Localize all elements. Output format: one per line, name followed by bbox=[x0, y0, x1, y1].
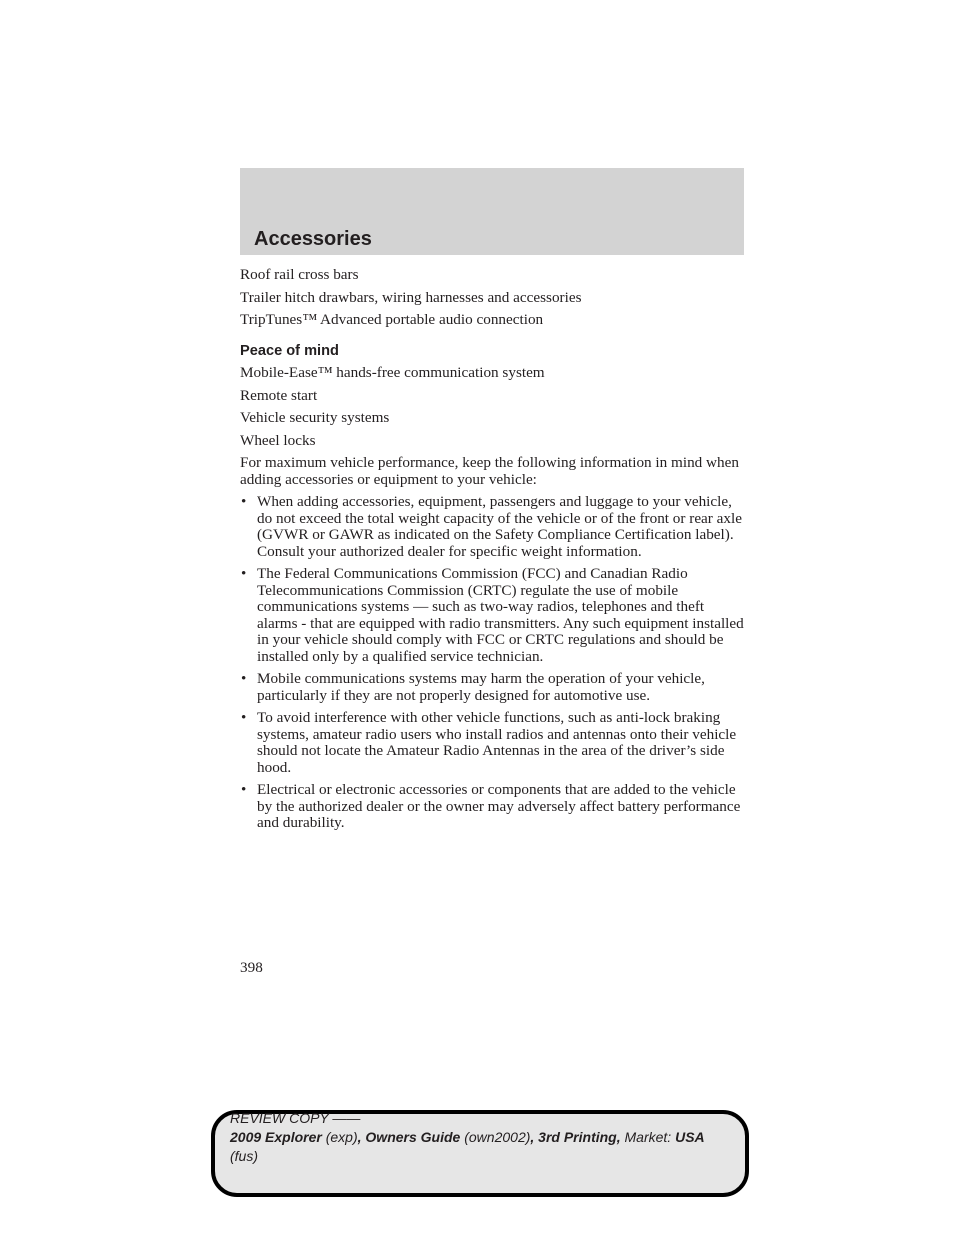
footer-guide-code: (own2002) bbox=[464, 1129, 531, 1145]
footer-market-label: Market: bbox=[624, 1129, 672, 1145]
page-number: 398 bbox=[240, 959, 263, 976]
intro-paragraph: For maximum vehicle performance, keep the following information in mind when adding accessories or equipment to your vehicle: bbox=[240, 454, 739, 488]
footer-model-code: (exp) bbox=[325, 1129, 358, 1145]
footer-model: 2009 Explorer bbox=[230, 1129, 322, 1145]
footer-separator: , bbox=[530, 1129, 539, 1145]
footer-printing: 3rd Printing, bbox=[538, 1129, 621, 1145]
bullet-icon: • bbox=[241, 670, 247, 687]
bullet-item bbox=[240, 566, 746, 665]
section-header-band bbox=[240, 168, 744, 255]
bullet-list bbox=[240, 494, 746, 832]
review-copy-label: REVIEW COPY —— bbox=[230, 1110, 361, 1126]
accessory-item: Remote start bbox=[240, 386, 318, 404]
bullet-text: To avoid interference with other vehicle functions, such as anti-lock braking systems, amateur radio users who install radios and antennas onto their vehicle should not locate the Amateur Radio Antennas in the area of the driver’s side hood. bbox=[257, 709, 737, 776]
footer-market: USA bbox=[675, 1129, 705, 1145]
footer-separator: , bbox=[357, 1129, 366, 1145]
bullet-item bbox=[240, 782, 746, 832]
bullet-icon: • bbox=[241, 493, 247, 510]
footer-market-code: (fus) bbox=[230, 1148, 258, 1164]
footer-guide: Owners Guide bbox=[365, 1129, 461, 1145]
bullet-text: Mobile communications systems may harm the operation of your vehicle, particularly if they are not properly designed for automotive use. bbox=[257, 670, 705, 704]
footer-text bbox=[230, 1109, 735, 1166]
accessory-item: Mobile-Ease™ hands-free communication system bbox=[240, 364, 545, 381]
accessory-item: TripTunes™ Advanced portable audio connection bbox=[240, 311, 544, 328]
bullet-text: When adding accessories, equipment, passengers and luggage to your vehicle, do not exceed the total weight capacity of the vehicle or of the front or rear axle (GVWR or GAWR as indicated on the Safety Compliance Certification label). Consult your authorized dealer for specific weight information. bbox=[257, 493, 742, 560]
bullet-text: Electrical or electronic accessories or components that are added to the vehicle by the authorized dealer or the owner may adversely affect battery performance and durability. bbox=[257, 781, 741, 831]
bullet-icon: • bbox=[241, 709, 247, 726]
accessory-item: Vehicle security systems bbox=[240, 409, 390, 426]
bullet-icon: • bbox=[241, 565, 247, 582]
bullet-item bbox=[240, 494, 746, 560]
accessory-item: Roof rail cross bars bbox=[240, 266, 359, 283]
accessory-item: Trailer hitch drawbars, wiring harnesses and accessories bbox=[240, 288, 582, 306]
footer-publication-info bbox=[230, 1128, 735, 1147]
accessory-item: Wheel locks bbox=[240, 431, 316, 449]
section-title: Accessories bbox=[254, 228, 372, 250]
bullet-item bbox=[240, 671, 746, 704]
bullet-item bbox=[240, 710, 746, 776]
page-content bbox=[240, 267, 746, 838]
bullet-text: The Federal Communications Commission (FCC) and Canadian Radio Telecommunications Commission (CRTC) regulate the use of mobile communications systems — such as two-way radios, telephones and theft alarms - that are equipped with radio transmitters. Any such equipment installed in your vehicle should comply with FCC or CRTC regulations and should be installed only by a qualified service technician. bbox=[257, 565, 744, 665]
bullet-icon: • bbox=[241, 781, 247, 798]
subsection-heading: Peace of mind bbox=[240, 342, 339, 359]
